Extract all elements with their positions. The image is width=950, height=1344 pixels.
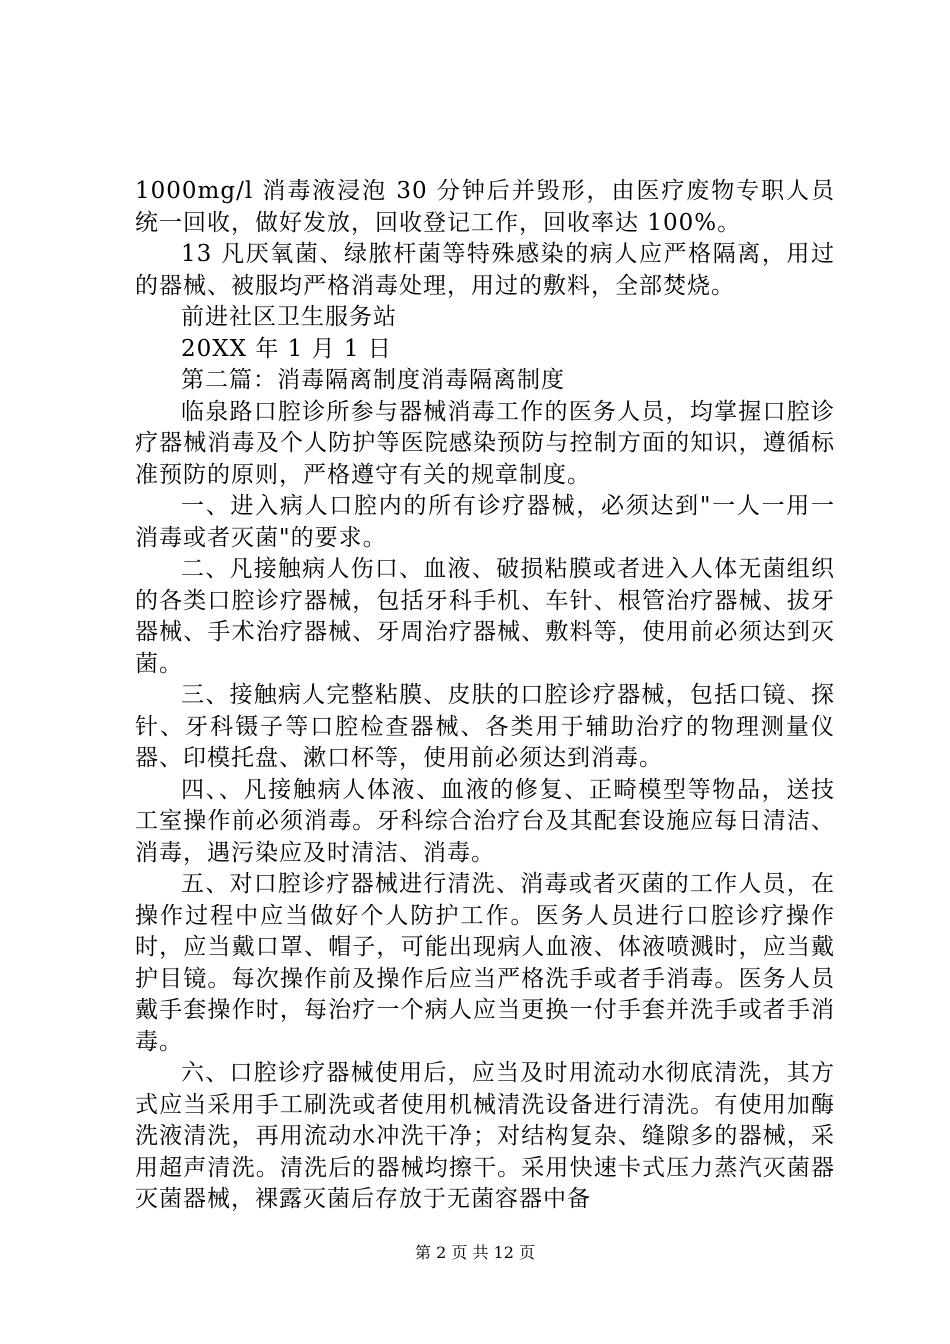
document-body xyxy=(135,176,835,1216)
paragraph: 13 凡厌氧菌、绿脓杆菌等特殊感染的病人应严格隔离，用过的器械、被服均严格消毒处理，用过的敷料，全部焚烧。 xyxy=(135,241,835,299)
paragraph: 一、进入病人口腔内的所有诊疗器械，必须达到"一人一用一消毒或者灭菌"的要求。 xyxy=(135,493,835,551)
page-number: 第 2 页 共 12 页 xyxy=(415,1243,535,1262)
signature-date: 20XX 年 1 月 1 日 xyxy=(181,335,392,362)
page-footer xyxy=(0,1243,950,1263)
paragraph: 三、接触病人完整粘膜、皮肤的口腔诊疗器械，包括口镜、探针、牙科镊子等口腔检查器械、各类用于辅助治疗的物理测量仪器、印模托盘、漱口杯等，使用前必须达到消毒。 xyxy=(135,682,835,771)
section-heading: 第二篇：消毒隔离制度消毒隔离制度 xyxy=(181,367,565,393)
paragraph: 六、口腔诊疗器械使用后，应当及时用流动水彻底清洗，其方式应当采用手工刷洗或者使用机械清洗设备进行清洗。有使用加酶洗液清洗，再用流动水冲洗干净；对结构复杂、缝隙多的器械，采用超声清洗。清洗后的器械均擦干。采用快速卡式压力蒸汽灭菌器灭菌器械，裸露灭菌后存放于无菌容器中备 xyxy=(135,1060,835,1212)
paragraph: 1000mg/l 消毒液浸泡 30 分钟后并毁形，由医疗废物专职人员统一回收，做好发放，回收登记工作，回收率达 100%。 xyxy=(135,178,835,236)
paragraph: 二、凡接触病人伤口、血液、破损粘膜或者进入人体无菌组织的各类口腔诊疗器械，包括牙科手机、车针、根管治疗器械、拔牙器械、手术治疗器械、牙周治疗器械、敷料等，使用前必须达到灭菌。 xyxy=(135,556,835,677)
signature-organization: 前进社区卫生服务站 xyxy=(181,304,397,330)
paragraph: 四、、凡接触病人体液、血液的修复、正畸模型等物品，送技工室操作前必须消毒。牙科综合治疗台及其配套设施应每日清洁、消毒，遇污染应及时清洁、消毒。 xyxy=(135,776,835,866)
paragraph: 临泉路口腔诊所参与器械消毒工作的医务人员，均掌握口腔诊疗器械消毒及个人防护等医院感染预防与控制方面的知识，遵循标准预防的原则，严格遵守有关的规章制度。 xyxy=(135,398,835,488)
paragraph: 五、对口腔诊疗器械进行清洗、消毒或者灭菌的工作人员，在操作过程中应当做好个人防护工作。医务人员进行口腔诊疗操作时，应当戴口罩、帽子，可能出现病人血液、体液喷溅时，应当戴护目镜。每次操作前及操作后应当严格洗手或者手消毒。医务人员戴手套操作时，每治疗一个病人应当更换一付手套并洗手或者手消毒。 xyxy=(135,871,835,1055)
